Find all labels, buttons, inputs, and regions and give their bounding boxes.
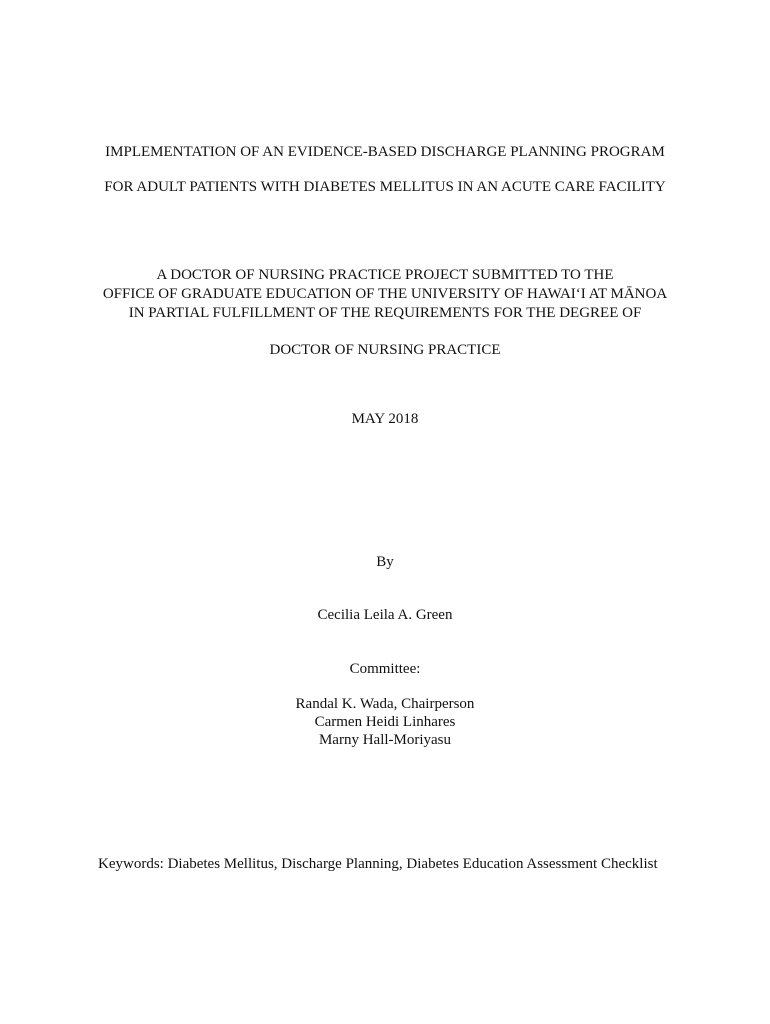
submission-date: MAY 2018 [351,411,419,427]
project-title-line-2: FOR ADULT PATIENTS WITH DIABETES MELLITUS IN AN ACUTE CARE FACILITY [104,179,666,195]
committee-member: Carmen Heidi Linhares [314,714,456,730]
committee-member: Marny Hall-Moriyasu [318,732,452,748]
project-title-line-1: IMPLEMENTATION OF AN EVIDENCE-BASED DISCHARGE PLANNING PROGRAM [105,144,665,160]
author-name: Cecilia Leila A. Green [317,607,453,623]
by-label: By [376,554,394,570]
submission-statement-line-3: IN PARTIAL FULFILLMENT OF THE REQUIREMENTS FOR THE DEGREE OF [128,305,642,321]
degree-name: DOCTOR OF NURSING PRACTICE [269,342,501,358]
keywords-line: Keywords: Diabetes Mellitus, Discharge Planning, Diabetes Education Assessment Checklist [98,856,658,872]
committee-member: Randal K. Wada, Chairperson [295,696,475,712]
submission-statement-line-2: OFFICE OF GRADUATE EDUCATION OF THE UNIVERSITY OF HAWAIʻI AT MĀNOA [102,286,668,302]
committee-label: Committee: [349,661,421,677]
submission-statement-line-1: A DOCTOR OF NURSING PRACTICE PROJECT SUBMITTED TO THE [156,267,614,283]
